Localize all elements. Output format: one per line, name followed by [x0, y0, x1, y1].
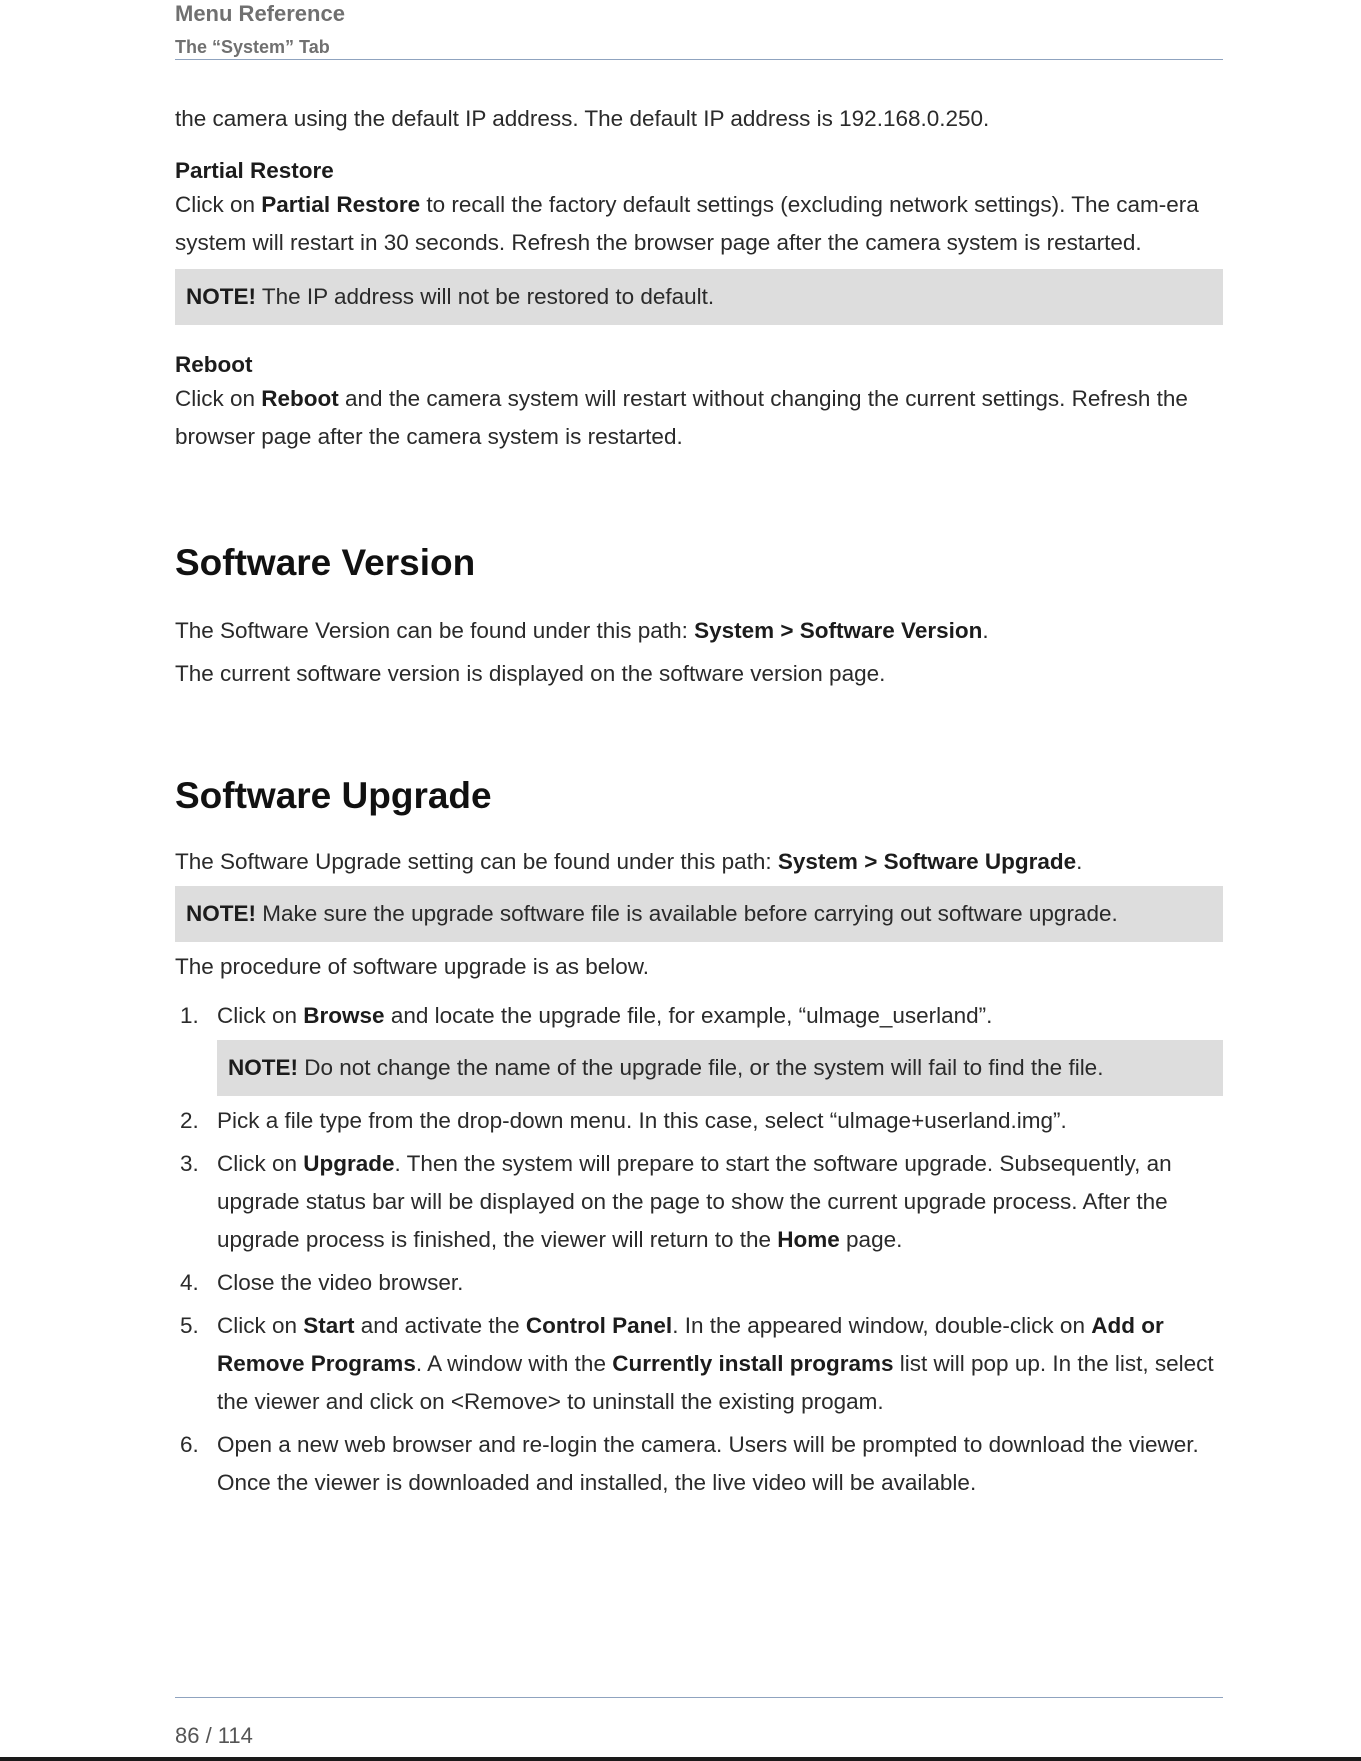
note-box: [175, 269, 1223, 325]
text-run: The Software Version can be found under this path:: [175, 618, 695, 643]
bottom-edge: [0, 1757, 1361, 1761]
partial-restore-paragraph: [175, 186, 1223, 262]
step-number: 2.: [180, 1108, 199, 1133]
step-number: 6.: [180, 1432, 199, 1457]
header-divider: [175, 59, 1223, 60]
text-run: and locate the upgrade file, for example, “ulmage_userland”.: [384, 1003, 993, 1028]
note-text: The IP address will not be restored to default.: [256, 284, 715, 309]
list-item: [175, 1426, 1223, 1502]
page-header: [175, 0, 1223, 59]
bold-run: Control Panel: [525, 1313, 673, 1338]
bold-run: Partial Restore: [261, 192, 421, 217]
list-item: [175, 1264, 1223, 1302]
text-run: Click on: [175, 386, 262, 411]
text-run: Click on: [217, 1003, 304, 1028]
reboot-section: [175, 350, 1223, 456]
text-run: Click on: [175, 192, 262, 217]
bold-run: System > Software Version: [694, 618, 983, 643]
software-version-path-paragraph: [175, 612, 1223, 650]
bold-run: Upgrade: [303, 1151, 395, 1176]
text-run: page.: [839, 1227, 903, 1252]
step-number: 5.: [180, 1313, 199, 1338]
text-run: and activate the: [354, 1313, 526, 1338]
software-upgrade-heading: Software Upgrade: [175, 775, 492, 816]
partial-restore-section: [175, 156, 1223, 325]
procedure-intro-paragraph: The procedure of software upgrade is as below.: [175, 954, 650, 979]
header-subtitle: The “System” Tab: [175, 37, 330, 57]
text-run: Click on: [217, 1313, 304, 1338]
text-run: Pick a file type from the drop-down menu. In this case, select “ulmage+userland.img”.: [217, 1108, 1067, 1133]
list-item: [175, 1307, 1223, 1421]
software-version-heading: Software Version: [175, 542, 476, 583]
note-box: [217, 1040, 1223, 1096]
page-number: 86 / 114: [175, 1723, 253, 1748]
text-run: Click on: [217, 1151, 304, 1176]
note-label: NOTE!: [186, 284, 256, 309]
bold-run: Home: [777, 1227, 840, 1252]
note-label: NOTE!: [228, 1055, 298, 1080]
step-number: 1.: [180, 1003, 199, 1028]
page-content: [175, 100, 1223, 1507]
software-upgrade-path-paragraph: [175, 843, 1223, 881]
intro-paragraph: the camera using the default IP address. The default IP address is 192.168.0.250.: [175, 106, 990, 131]
text-run: . In the appeared window, double-click on: [672, 1313, 1092, 1338]
text-run: Open a new web browser and re-login the camera. Users will be prompted to download the viewer. Once the viewer is downloaded and installed, the live video will be available.: [217, 1432, 1199, 1495]
software-upgrade-section: [175, 773, 1223, 1502]
header-title: Menu Reference: [175, 1, 345, 26]
list-item: [175, 997, 1223, 1035]
step-number: 4.: [180, 1270, 199, 1295]
software-version-paragraph: The current software version is displayed on the software version page.: [175, 661, 886, 686]
list-item: [175, 1145, 1223, 1259]
upgrade-steps-list: [175, 997, 1223, 1502]
bold-run: Add or Remove Programs: [217, 1313, 1164, 1376]
text-run: The Software Upgrade setting can be found under this path:: [175, 849, 778, 874]
note-box: [175, 886, 1223, 942]
reboot-paragraph: [175, 380, 1223, 456]
text-run: . Then the system will prepare to start the software upgrade. Subsequently, an upgrade status bar will be displayed on the page to show the current upgrade process. After the upgrade process is finished, the viewer will return to the: [217, 1151, 1172, 1252]
bold-run: Start: [303, 1313, 355, 1338]
partial-restore-heading: Partial Restore: [175, 158, 334, 183]
note-label: NOTE!: [186, 901, 256, 926]
text-run: .: [1076, 849, 1083, 874]
text-run: .: [982, 618, 989, 643]
text-run: to recall the factory default settings (excluding network settings). The cam-era system will restart in 30 seconds. Refresh the browser page after the camera system is restarted.: [175, 192, 1199, 255]
text-run: list will pop up. In the list, select the viewer and click on <Remove> to uninstall the existing progam.: [217, 1351, 1214, 1414]
note-text: Do not change the name of the upgrade file, or the system will fail to find the file.: [298, 1055, 1104, 1080]
list-item: [175, 1102, 1223, 1140]
step-number: 3.: [180, 1151, 199, 1176]
bold-run: Browse: [303, 1003, 385, 1028]
bold-run: Currently install programs: [612, 1351, 894, 1376]
reboot-heading: Reboot: [175, 352, 253, 377]
note-text: Make sure the upgrade software file is available before carrying out software upgrade.: [256, 901, 1118, 926]
text-run: Close the video browser.: [217, 1270, 464, 1295]
bold-run: System > Software Upgrade: [777, 849, 1077, 874]
text-run: and the camera system will restart without changing the current settings. Refresh the browser page after the camera system is restarted.: [175, 386, 1188, 449]
footer-divider: [175, 1697, 1223, 1698]
text-run: . A window with the: [415, 1351, 613, 1376]
software-version-section: [175, 540, 1223, 693]
bold-run: Reboot: [261, 386, 339, 411]
